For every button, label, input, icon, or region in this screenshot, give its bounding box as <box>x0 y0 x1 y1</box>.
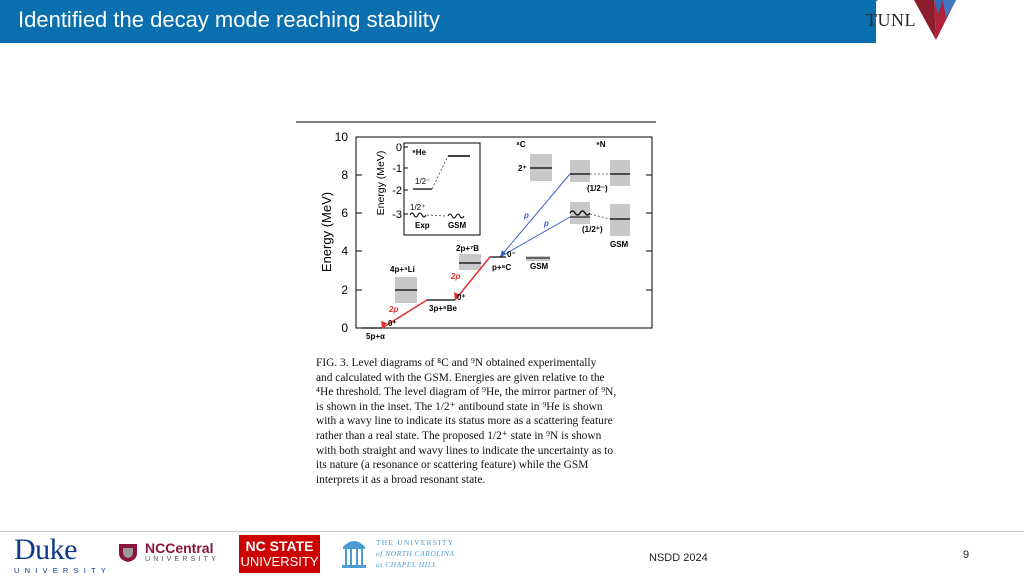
p-c8-label: p+⁸C <box>492 263 512 272</box>
unc-logo <box>340 535 455 571</box>
nccu-subtitle: UNIVERSITY <box>145 556 220 563</box>
ncstate-subtitle: UNIVERSITY <box>240 554 319 569</box>
c8-label: ⁸C <box>516 140 526 149</box>
zero-minus-label: 0⁻ <box>507 250 516 259</box>
inset-exp-label: Exp <box>415 221 430 230</box>
unc-line: of NORTH CAROLINA <box>376 548 455 558</box>
y-tick: 2 <box>341 283 348 297</box>
inset-state-label: 1/2⁺ <box>410 203 426 212</box>
caption-line: with a wavy line to indicate its status more as a scattering feature <box>316 415 613 428</box>
y-tick: 10 <box>334 130 348 144</box>
caption-line: its nature (a resonance or scattering feature) while the GSM <box>316 459 589 472</box>
y-tick: 8 <box>341 168 348 182</box>
y-axis-label: Energy (MeV) <box>319 191 334 273</box>
p-decay-label: p <box>544 219 549 228</box>
inset-tick: 0 <box>395 142 402 154</box>
y-tick: 0 <box>341 321 348 335</box>
inset-tick: -1 <box>392 163 402 175</box>
inset-tick: -3 <box>392 209 402 221</box>
inset-y-axis-label: Energy (MeV) <box>375 150 387 216</box>
caption-line: and calculated with the GSM. Energies are given relative to the <box>316 371 605 384</box>
zero-plus-label: 0⁺ <box>388 319 397 328</box>
inset-gsm-label: GSM <box>448 221 467 230</box>
zero-plus-label: 0⁺ <box>457 293 466 302</box>
inset-state-label: 1/2⁻ <box>415 177 431 186</box>
n9-state-b-label: (1/2⁺) <box>582 225 603 234</box>
tunl-logo-text: TUNL <box>866 10 916 30</box>
tunl-logo-icon <box>912 0 962 42</box>
duke-subtitle: UNIVERSITY <box>14 566 112 575</box>
page-number: 9 <box>963 549 970 561</box>
ncstate-logo <box>239 535 320 573</box>
y-tick: 4 <box>341 244 348 258</box>
inset-he9-label: ⁹He <box>412 148 427 157</box>
ncstate-wordmark: NC STATE <box>245 538 314 554</box>
caption-line: rather than a real state. The proposed 1/2⁺ state in ⁹N is shown <box>316 429 602 442</box>
n9-state-a-label: (1/2⁻) <box>587 184 608 193</box>
unc-line: at CHAPEL HILL <box>376 559 438 569</box>
alpha-label: 5p+α <box>366 332 385 341</box>
caption-line: with both straight and wavy lines to indicate the uncertainty as to <box>316 444 614 457</box>
y-tick: 6 <box>341 206 348 220</box>
inset-tick: -2 <box>392 185 402 197</box>
2p-decay-label: 2p <box>389 305 399 314</box>
n9-label: ⁹N <box>596 140 606 149</box>
level-diagram-figure <box>296 120 658 350</box>
footer-divider <box>0 531 1024 532</box>
c8-state-label: 2⁺ <box>518 164 527 173</box>
gsm-right-label: GSM <box>610 240 629 249</box>
caption-line: ⁴He threshold. The level diagram of ⁹He, the mirror partner of ⁹N, <box>316 386 617 399</box>
conference-label: NSDD 2024 <box>649 552 708 564</box>
nccu-shield-icon <box>117 541 139 563</box>
duke-logo <box>14 535 111 575</box>
caption-line: interprets it as a broad resonant state. <box>316 473 486 486</box>
old-well-icon <box>340 535 368 571</box>
b7-label: 2p+⁷B <box>456 244 480 253</box>
duke-wordmark: Duke <box>14 533 77 566</box>
p-decay-label: p <box>524 211 529 220</box>
figure-caption <box>316 356 656 487</box>
gsm-mid-label: GSM <box>530 262 549 271</box>
unc-line: THE UNIVERSITY <box>376 537 455 547</box>
2p-decay-label: 2p <box>451 272 461 281</box>
nccu-wordmark: NCCentral <box>145 540 214 556</box>
be6-label: 3p+⁶Be <box>429 304 457 313</box>
caption-line: FIG. 3. Level diagrams of ⁸C and ⁹N obtained experimentally <box>316 357 597 369</box>
li5-label: 4p+⁵Li <box>390 265 415 274</box>
nccu-logo <box>117 541 219 563</box>
slide-title: Identified the decay mode reaching stability <box>18 7 440 32</box>
caption-line: is shown in the inset. The 1/2⁺ antibound state in ⁹He is shown <box>316 400 603 413</box>
